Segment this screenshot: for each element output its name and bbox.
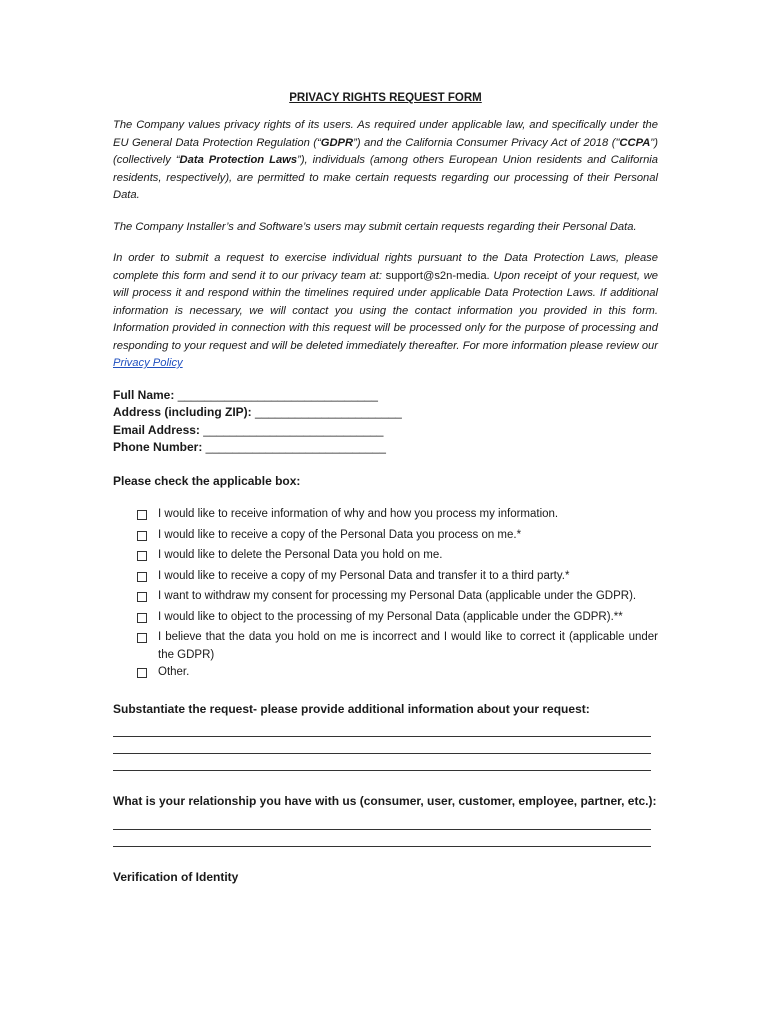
list-item xyxy=(137,568,658,589)
checkbox-label: I would like to object to the processing of my Personal Data (applicable under the GDPR).** xyxy=(158,610,623,623)
field-line: ___________________________ xyxy=(205,440,386,454)
list-item xyxy=(137,629,658,664)
ccpa-term: CCPA xyxy=(619,136,651,149)
field-label: Phone Number: xyxy=(113,440,206,454)
intro-paragraph-2: The Company Installer’s and Software’s users may submit certain requests regarding their Personal Data. xyxy=(113,220,637,233)
checkbox[interactable] xyxy=(137,609,158,630)
intro-text: The Company values privacy rights of its users. As required under applicable law, and specifically under the EU General Data Protection Regulation (“ xyxy=(113,119,658,149)
field-label: Email Address: xyxy=(113,422,204,437)
email-field[interactable] xyxy=(113,422,658,440)
checkbox[interactable] xyxy=(137,547,158,568)
list-item xyxy=(137,527,658,548)
gdpr-term: GDPR xyxy=(320,136,354,149)
privacy-policy-link[interactable]: Privacy Policy xyxy=(113,357,183,369)
checkbox-label: I want to withdraw my consent for processing my Personal Data (applicable under the GDPR). xyxy=(158,590,637,602)
field-line: ______________________ xyxy=(255,405,402,419)
list-item xyxy=(137,506,658,527)
checkbox-label: I would like to delete the Personal Data you hold on me. xyxy=(158,549,443,561)
answer-line[interactable] xyxy=(113,737,651,754)
intro-paragraph-3 xyxy=(113,250,658,373)
answer-line[interactable] xyxy=(113,813,651,830)
substantiate-lines xyxy=(113,720,658,771)
relationship-heading: What is your relationship you have with us (consumer, user, customer, employee, partner, etc.): xyxy=(113,794,657,808)
intro-text: ”) and the California Consumer Privacy Act of 2018 (" xyxy=(353,136,620,149)
intro-paragraph-1 xyxy=(113,117,658,205)
field-line: ___________________________ xyxy=(203,422,384,437)
contact-fields xyxy=(113,387,658,457)
answer-line[interactable] xyxy=(113,720,651,737)
substantiate-heading: Substantiate the request- please provide additional information about your request: xyxy=(113,701,590,716)
field-line: ______________________________ xyxy=(177,387,378,402)
list-item xyxy=(137,664,658,685)
answer-line[interactable] xyxy=(113,754,651,771)
intro-text: ”), individuals (among others European Union residents and California residents, respectively), are permitted to make certain requests regarding our processing of their Personal Data. xyxy=(113,154,659,201)
data-protection-laws-term: Data Protection Laws xyxy=(179,154,298,166)
full-name-field[interactable] xyxy=(113,387,658,405)
list-item xyxy=(137,547,658,568)
intro-text: ") (collectively “ xyxy=(113,136,658,166)
phone-field[interactable] xyxy=(113,439,658,457)
checkbox[interactable] xyxy=(137,527,158,548)
checkbox-label: Other. xyxy=(158,666,190,678)
support-email: support@s2n-media. xyxy=(385,269,490,282)
field-label: Address (including ZIP): xyxy=(113,405,256,419)
checkbox[interactable] xyxy=(137,664,158,685)
checkbox-label: I would like to receive a copy of my Personal Data and transfer it to a third party.* xyxy=(158,569,570,582)
checkbox[interactable] xyxy=(137,568,158,589)
checkbox[interactable] xyxy=(137,588,158,609)
relationship-lines xyxy=(113,813,658,847)
field-label: Full Name: xyxy=(113,387,178,402)
address-field[interactable] xyxy=(113,404,658,422)
checkbox-label: I would like to receive a copy of the Personal Data you process on me.* xyxy=(158,528,522,541)
document-page xyxy=(113,92,658,902)
check-heading: Please check the applicable box: xyxy=(113,473,301,488)
request-checklist xyxy=(137,506,658,685)
verification-heading: Verification of Identity xyxy=(113,869,239,884)
form-title: PRIVACY RIGHTS REQUEST FORM xyxy=(289,92,482,104)
intro-text: In order to submit a request to exercise individual rights pursuant to the Data Protection Laws, please complete this form and send it to our privacy team at: xyxy=(113,252,658,282)
list-item xyxy=(137,609,658,630)
checkbox[interactable] xyxy=(137,629,158,664)
list-item xyxy=(137,588,658,609)
answer-line[interactable] xyxy=(113,830,651,847)
intro-text: Upon receipt of your request, we will process it and respond within the timelines required under applicable Data Protection Laws. If additional information is necessary, we will contact you using the contact information you provided in this form. Information provided in connection with this request will be processed only for the purpose of processing and responding to your request and will be deleted immediately thereafter. For more information please review our xyxy=(113,269,658,352)
checkbox-label: I believe that the data you hold on me is incorrect and I would like to correct it (applicable under the GDPR) xyxy=(158,631,658,661)
checkbox-label: I would like to receive information of why and how you process my information. xyxy=(158,508,559,520)
checkbox[interactable] xyxy=(137,506,158,527)
